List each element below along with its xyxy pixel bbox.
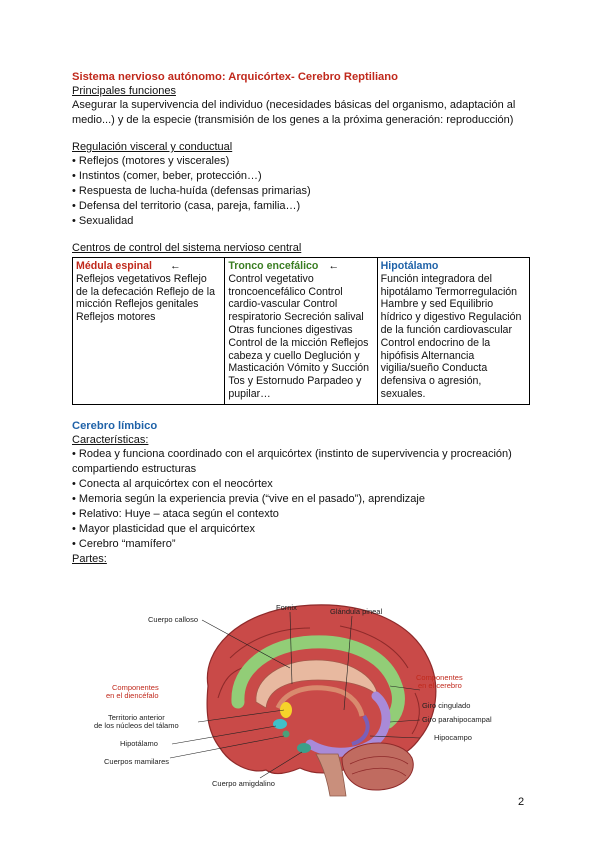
caracteristica-item: • Cerebro “mamífero”	[72, 537, 176, 550]
label-comp-cerebro-1: Componentes	[416, 673, 463, 682]
label-territorio-1: Territorio anterior	[108, 713, 165, 722]
page-number: 2	[518, 796, 525, 808]
document-page	[72, 70, 532, 566]
regulacion-item: • Sexualidad	[72, 215, 134, 227]
centros-control-table	[72, 257, 530, 405]
hipotalamo-shape	[273, 719, 287, 729]
medula-title-line	[76, 260, 221, 273]
caracteristica-item: • Conecta al arquicórtex con el neocórtex	[72, 477, 273, 490]
left-arrow-icon: ←	[328, 260, 339, 272]
funciones-heading: Principales funciones	[72, 85, 176, 97]
hipotalamo-title: Hipotálamo	[380, 260, 439, 272]
label-comp-diencefalo-1: Componentes	[112, 683, 159, 692]
amigdala-shape	[297, 743, 311, 753]
regulacion-item: • Instintos (comer, beber, protección…)	[72, 170, 262, 182]
label-cuerpos-mamilares: Cuerpos mamilares	[104, 757, 170, 766]
label-comp-diencefalo-2: en el diencéfalo	[106, 691, 159, 700]
label-cuerpo-amigdalino: Cuerpo amigdalino	[212, 779, 275, 788]
label-giro-parahipocampal: Giro parahipocampal	[422, 715, 492, 724]
table-cell-tronco	[225, 258, 377, 405]
left-arrow-icon: ←	[169, 260, 181, 272]
section-title-limbico: Cerebro límbico	[72, 419, 158, 432]
partes-heading: Partes:	[72, 552, 107, 565]
regulacion-heading: Regulación visceral y conductual	[72, 141, 233, 153]
hipotalamo-text: Función integradora del hipotálamo Termorregulación Hambre y sed Equilibrio hídrico y digestivo Regulación de la función cardiovascular Control endocrino de la hipófisis Alternancia vigilia/sueño Conducta defensiva o agresión, sexuales.	[380, 272, 522, 400]
tronco-title-line	[228, 260, 373, 273]
medula-title: Médula espinal	[76, 260, 152, 272]
caracteristica-item: • Relativo: Huye – ataca según el contexto	[72, 507, 279, 520]
table-cell-hipotalamo	[377, 258, 529, 405]
talamo-anterior-shape	[280, 702, 292, 718]
label-hipotalamo: Hipotálamo	[120, 739, 158, 748]
label-giro-cingulado: Giro cingulado	[422, 701, 471, 710]
label-territorio-2: de los núcleos del tálamo	[94, 721, 179, 730]
regulacion-item: • Reflejos (motores y viscerales)	[72, 155, 230, 167]
centros-heading: Centros de control del sistema nervioso central	[72, 242, 302, 254]
table-cell-medula	[73, 258, 225, 405]
funciones-text: Asegurar la supervivencia del individuo (necesidades básicas del organismo, adaptación al medio...) y de la especie (transmisión de los genes a la próxima generación: reproducción)	[72, 99, 516, 126]
caracteristica-item: • Mayor plasticidad que el arquicórtex	[72, 522, 255, 535]
section-title-autonomo: Sistema nervioso autónomo: Arquicórtex- Cerebro Reptiliano	[72, 71, 398, 83]
label-cuerpo-calloso: Cuerpo calloso	[148, 615, 199, 624]
tronco-title: Tronco encefálico	[228, 260, 319, 272]
tronco-text: Control vegetativo troncoencefálico Control cardio-vascular Control respiratorio Secreción salival Otras funciones digestivas Control de la micción Reflejos cabeza y cuello Deglución y Masticación Vómito y Succión Tos y Estornudo Parpadeo y pupilar…	[228, 272, 370, 400]
caracteristica-item: • Rodea y funciona coordinado con el arquicórtex (instinto de supervivencia y procreación) compartiendo estructuras	[72, 447, 512, 475]
caracteristicas-heading: Características:	[72, 433, 149, 446]
label-fornix: Fornix	[276, 603, 297, 612]
caracteristica-item: • Memoria según la experiencia previa (“vive en el pasado”), aprendizaje	[72, 492, 425, 505]
cerebellum-shape	[342, 743, 413, 790]
label-glandula-pineal: Glándula pineal	[330, 607, 383, 616]
regulacion-item: • Defensa del territorio (casa, pareja, familia…)	[72, 200, 301, 212]
cuerpos-mamilares-shape	[283, 731, 290, 738]
regulacion-item: • Respuesta de lucha-huída (defensas primarias)	[72, 185, 311, 197]
medula-text: Reflejos vegetativos Reflejo de la defecación Reflejo de la micción Reflejos genitales Reflejos motores	[76, 272, 215, 324]
label-comp-cerebro-2: en el cerebro	[418, 681, 462, 690]
limbic-system-figure	[90, 598, 520, 798]
label-hipocampo: Hipocampo	[434, 733, 472, 742]
